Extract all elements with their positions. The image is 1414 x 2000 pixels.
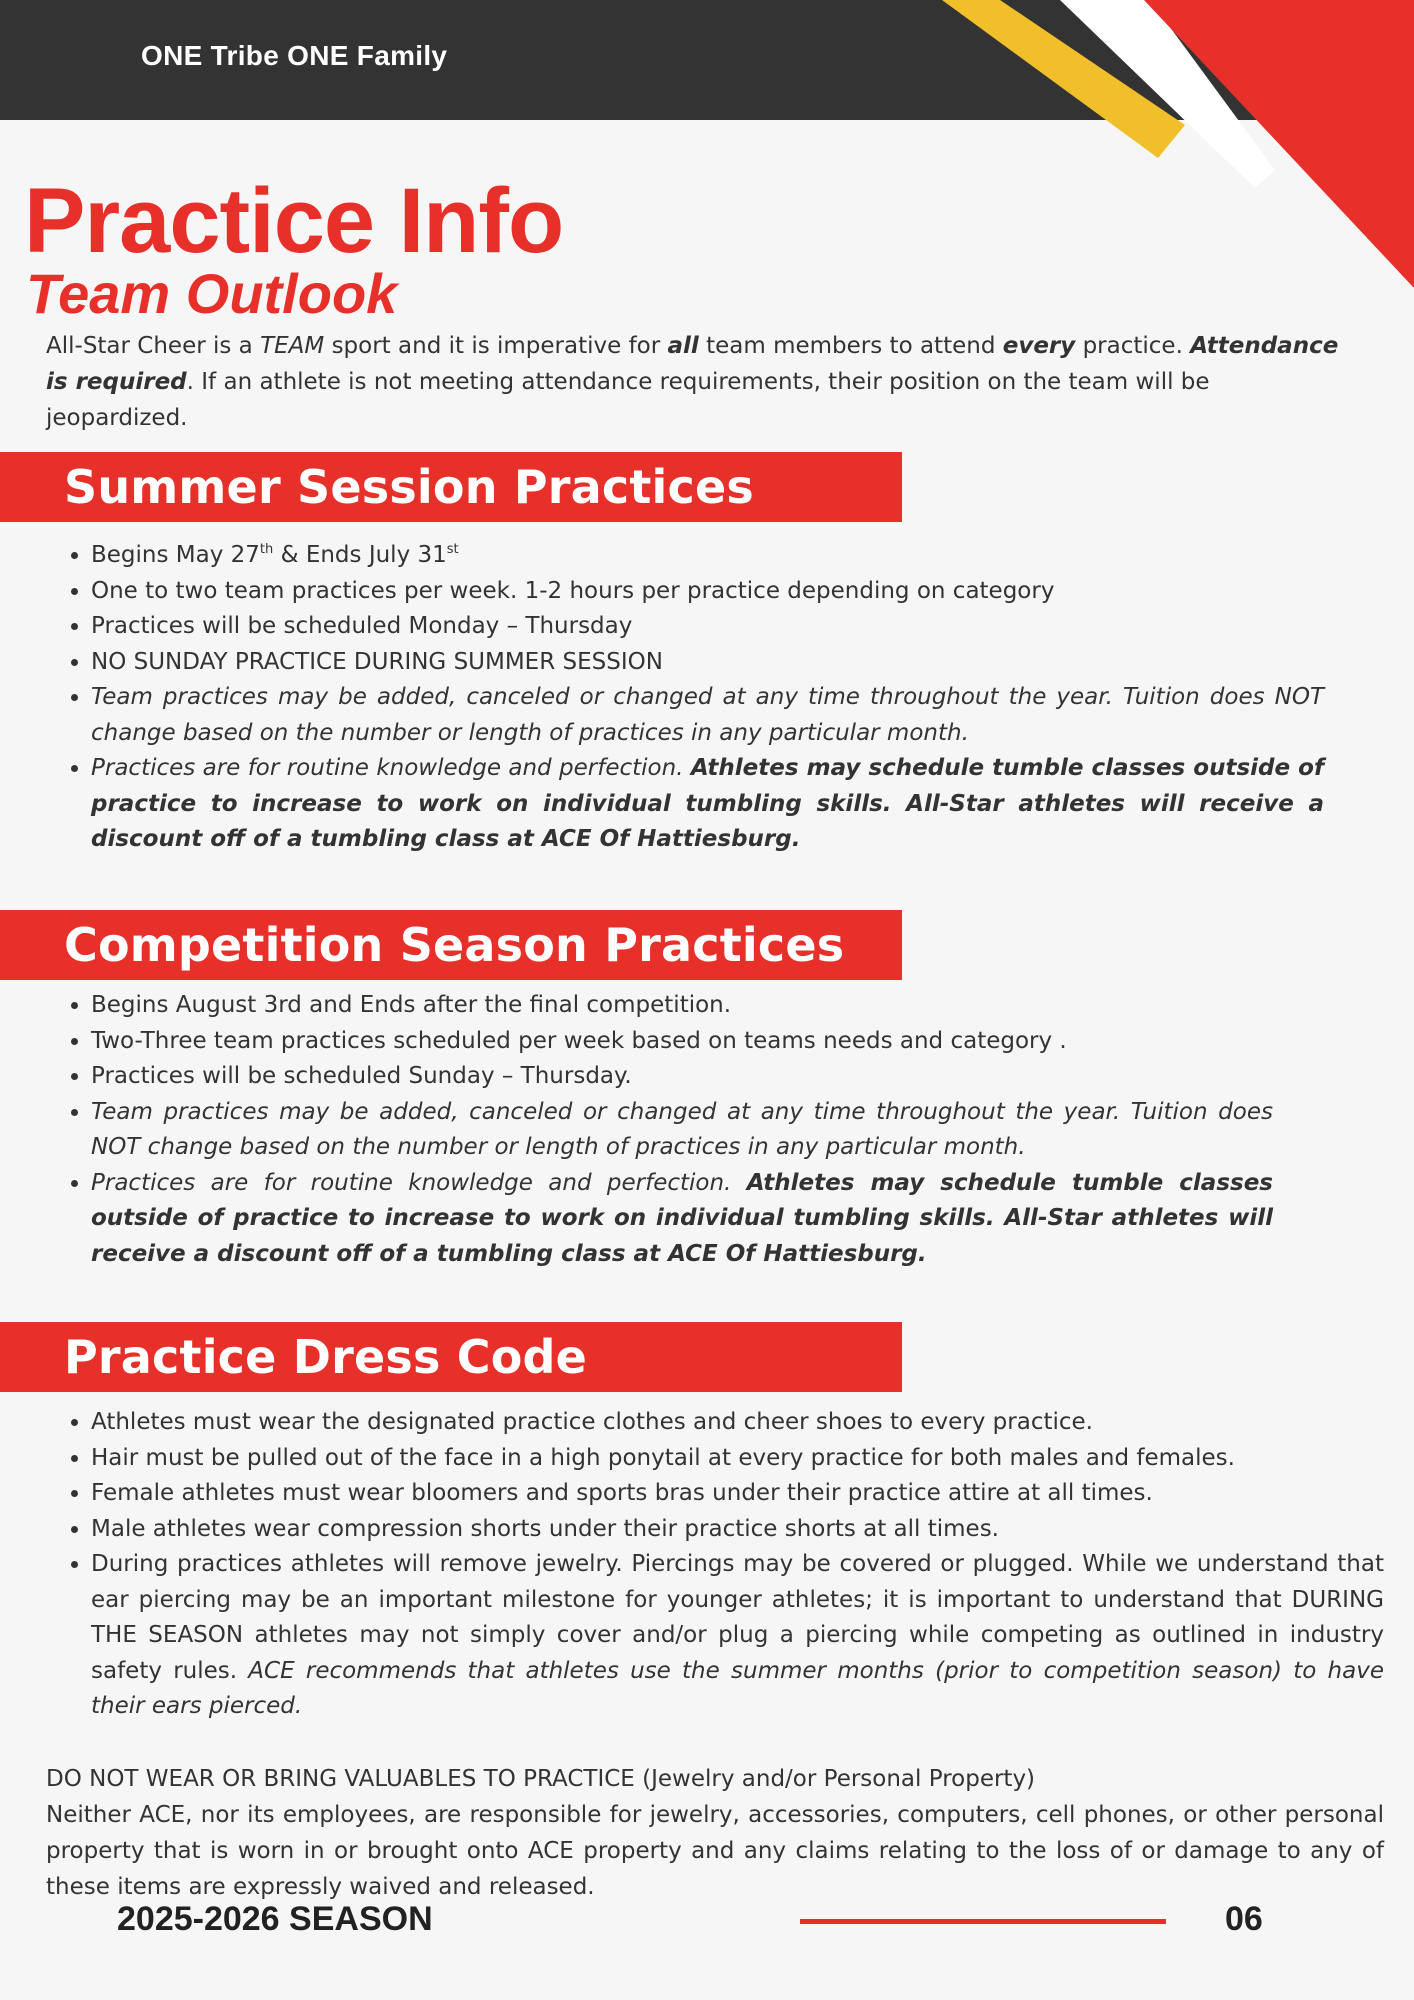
competition-section-banner [0, 910, 902, 980]
intro-paragraph: All-Star Cheer is a TEAM sport and it is imperative for all team members to attend every practice. Attendance is required. If an athlete is not meeting attendance requirements, their position on the team will be jeopardized. [46, 333, 1339, 431]
list-item: • One to two team practices per week. 1-2 hours per practice depending on category [91, 574, 1324, 610]
list-item: • Male athletes wear compression shorts under their practice shorts at all times. [91, 1512, 1384, 1548]
dress-code-section-banner [0, 1322, 902, 1392]
page-title: Practice Info [24, 170, 564, 272]
disclaimer-body: Neither ACE, nor its employees, are responsible for jewelry, accessories, computers, cell phones, or other personal property that is worn in or brought onto ACE property and any claims relating to the loss of or damage to any of these items are expressly waived and released. [46, 1802, 1384, 1900]
season-label: 2025-2026 SEASON [117, 1900, 433, 1938]
disclaimer-heading: DO NOT WEAR OR BRING VALUABLES TO PRACTICE (Jewelry and/or Personal Property) [46, 1766, 1036, 1792]
summer-section-heading: Summer Session Practices [64, 460, 754, 514]
footer-divider [800, 1919, 1166, 1924]
list-item: • Practices are for routine knowledge and perfection. Athletes may schedule tumble classes outside of practice to increase to work on individual tumbling skills. All-Star athletes will receive a discount off of a tumbling class at ACE Of Hattiesburg. [91, 1166, 1273, 1273]
header-tagline: ONE Tribe ONE Family [141, 40, 448, 71]
list-item: • Athletes must wear the designated practice clothes and cheer shoes to every practice. [91, 1405, 1384, 1441]
list-item: • Hair must be pulled out of the face in a high ponytail at every practice for both males and females. [91, 1441, 1384, 1477]
list-item: • Team practices may be added, canceled or changed at any time throughout the year. Tuition does NOT change based on the number or length of practices in any particular month. [91, 1095, 1273, 1166]
competition-section-heading: Competition Season Practices [64, 918, 845, 972]
list-item: • Practices will be scheduled Sunday – Thursday. [91, 1059, 1273, 1095]
page-subtitle: Team Outlook [26, 262, 398, 325]
summer-section-banner [0, 452, 902, 522]
list-item: • Practices will be scheduled Monday – Thursday [91, 609, 1324, 645]
list-item: • During practices athletes will remove jewelry. Piercings may be covered or plugged. While we understand that ear piercing may be an important milestone for younger athletes; it is important to understand that DURING THE SEASON athletes may not simply cover and/or plug a piercing while competing as outlined in industry safety rules. ACE recommends that athletes use the summer months (prior to competition season) to have their ears pierced. [91, 1547, 1384, 1725]
list-item: • Begins May 27th & Ends July 31st [91, 538, 1324, 574]
dress-code-bullet-list [55, 1405, 1384, 1725]
list-item: • Team practices may be added, canceled or changed at any time throughout the year. Tuition does NOT change based on the number or length of practices in any particular month. [91, 680, 1324, 751]
list-item: • Female athletes must wear bloomers and sports bras under their practice attire at all times. [91, 1476, 1384, 1512]
competition-bullet-list [55, 988, 1273, 1272]
list-item: • Two-Three team practices scheduled per week based on teams needs and category . [91, 1024, 1273, 1060]
list-item: • Practices are for routine knowledge and perfection. Athletes may schedule tumble classes outside of practice to increase to work on individual tumbling skills. All-Star athletes will receive a discount off of a tumbling class at ACE Of Hattiesburg. [91, 751, 1324, 858]
page-number: 06 [1225, 1900, 1263, 1938]
valuables-disclaimer [46, 1761, 1384, 1905]
dress-code-section-heading: Practice Dress Code [64, 1330, 588, 1384]
list-item: • Begins August 3rd and Ends after the final competition. [91, 988, 1273, 1024]
summer-bullet-list [55, 538, 1324, 858]
list-item: • NO SUNDAY PRACTICE DURING SUMMER SESSION [91, 645, 1324, 681]
